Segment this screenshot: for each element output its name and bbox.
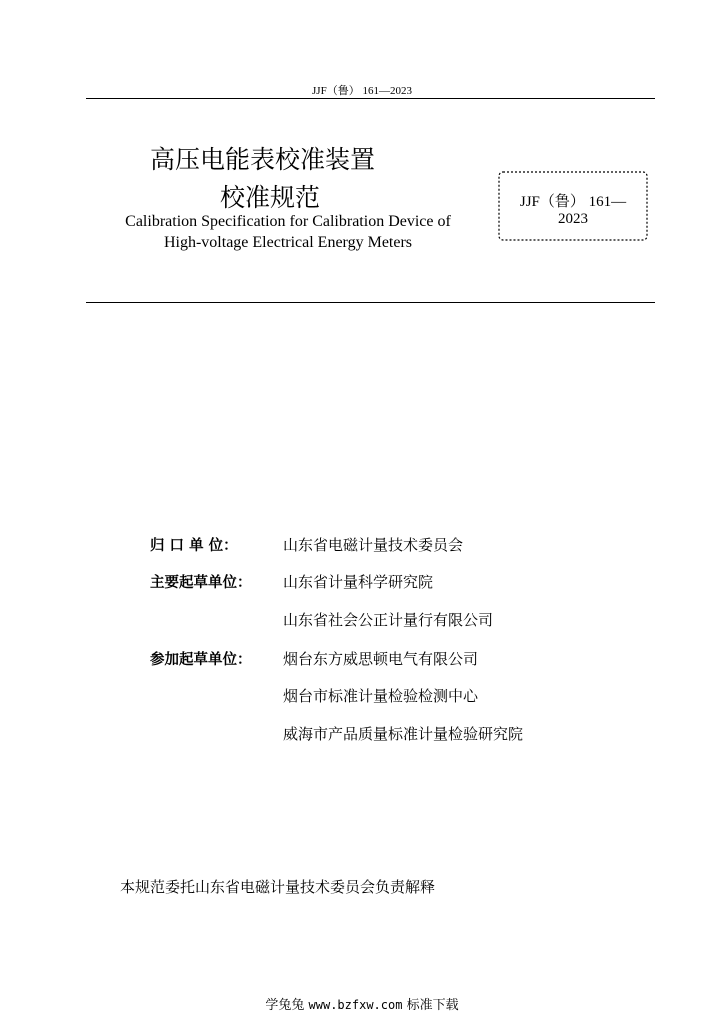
title-block-rule [86, 302, 655, 303]
header-rule [86, 98, 655, 99]
running-header: JJF（鲁） 161—2023 [312, 85, 412, 97]
org-label-main-drafters: 主要起草单位： [150, 575, 252, 591]
org-row-participating-drafter-3 [150, 723, 523, 745]
standard-code-line1: JJF（鲁） 161— [519, 194, 627, 210]
interpretation-note: 本规范委托山东省电磁计量技术委员会负责解释 [120, 878, 436, 896]
org-value-participating-drafter: 烟台市标准计量检验检测中心 [283, 687, 479, 705]
org-row-responsible [150, 534, 463, 556]
title-english-line1: Calibration Specification for Calibration Device of [125, 213, 451, 230]
watermark-site-name: 学兔兔 [265, 998, 305, 1013]
org-value-participating-drafter: 烟台东方威思顿电气有限公司 [283, 650, 479, 668]
org-value-participating-drafter: 威海市产品质量标准计量检验研究院 [283, 725, 524, 743]
title-chinese-line1: 高压电能表校准装置 [150, 145, 376, 174]
org-row-main-drafter-2 [150, 609, 493, 631]
org-row-main-drafter-1 [150, 571, 433, 593]
org-value-responsible: 山东省电磁计量技术委员会 [283, 536, 464, 554]
title-chinese-line2: 校准规范 [220, 183, 321, 212]
org-value-main-drafter: 山东省计量科学研究院 [283, 573, 434, 591]
standard-code-line2: 2023 [558, 211, 588, 227]
org-label-responsible: 归 口 单 位： [150, 538, 238, 554]
org-row-participating-drafter-1 [150, 648, 478, 670]
org-row-participating-drafter-2 [150, 685, 478, 707]
watermark-url[interactable]: www.bzfxw.com [308, 998, 403, 1012]
org-label-participating-drafters: 参加起草单位： [150, 652, 252, 668]
org-value-main-drafter: 山东省社会公正计量行有限公司 [283, 611, 494, 629]
watermark-suffix: 标准下载 [406, 998, 459, 1013]
standard-code-box [497, 170, 649, 242]
watermark [0, 994, 724, 1013]
title-english-line2: High-voltage Electrical Energy Meters [163, 234, 413, 251]
